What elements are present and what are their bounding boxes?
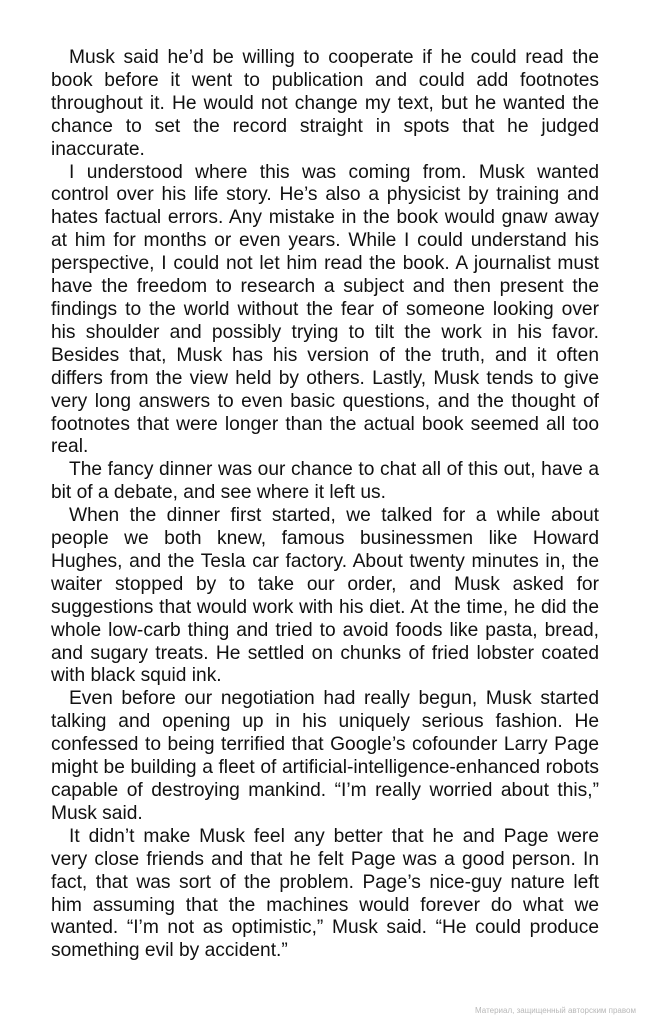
paragraph-4: When the dinner first started, we talked for a while about people we both knew, famous businessmen like Howard Hughes, and the Tesla car factory. About twenty minutes in, the waiter stopped by to take our order, and Musk asked for suggestions that would work with his diet. At the time, he did the whole low-carb thing and tried to avoid foods like pasta, bread, and sugary treats. He settled on chunks of fried lobster coated with black squid ink. — [51, 505, 599, 687]
paragraph-1: Musk said he’d be willing to cooperate if he could read the book before it went to publication and could add footnotes throughout it. He would not change my text, but he wanted the chance to set the record straight in spots that he judged inaccurate. — [51, 47, 599, 160]
paragraph-5: Even before our negotiation had really begun, Musk started talking and opening up in his uniquely serious fashion. He confessed to being terrified that Google’s cofounder Larry Page might be building a fleet of artificial-intelligence-enhanced robots capable of destroying mankind. “I’m really worried about this,” Musk said. — [51, 688, 599, 824]
paragraph-2: I understood where this was coming from. Musk wanted control over his life story. He’s also a physicist by training and hates factual errors. Any mistake in the book would gnaw away at him for months or even years. While I could understand his perspective, I could not let him read the book. A journalist must have the freedom to research a subject and then present the findings to the world without the fear of someone looking over his shoulder and possibly trying to tilt the work in his favor. Besides that, Musk has his version of the truth, and it often differs from the view held by others. Lastly, Musk tends to give very long answers to even basic questions, and the thought of footnotes that were longer than the actual book seemed all too real. — [51, 161, 599, 458]
paragraph-3: The fancy dinner was our chance to chat all of this out, have a bit of a debate, and see where it left us. — [51, 459, 599, 504]
page-body — [51, 47, 599, 963]
paragraph-6: It didn’t make Musk feel any better that he and Page were very close friends and that he felt Page was a good person. In fact, that was sort of the problem. Page’s nice-guy nature left him assuming that the machines would forever do what we wanted. “I’m not as optimistic,” Musk said. “He could produce something evil by accident.” — [51, 825, 599, 962]
copyright-watermark: Материал, защищенный авторским правом — [475, 1006, 636, 1015]
